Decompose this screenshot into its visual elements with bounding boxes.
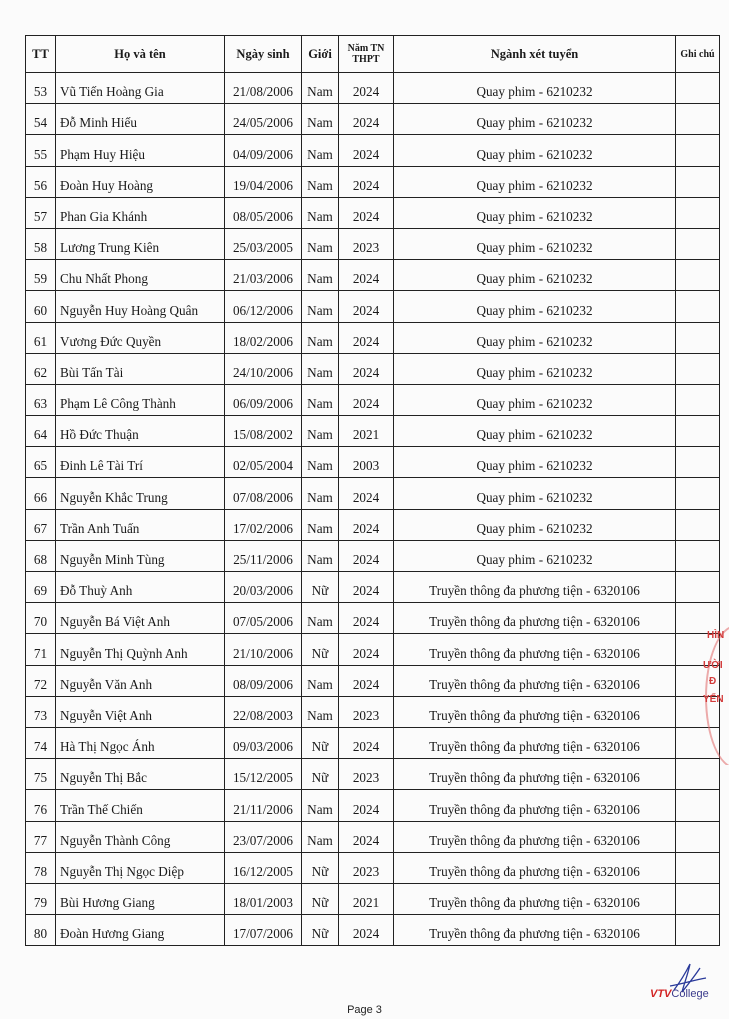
- logo-brand: VTV: [650, 988, 672, 1000]
- cell-sex: Nam: [302, 665, 339, 696]
- header-name: Họ và tên: [56, 36, 225, 73]
- cell-sex: Nam: [302, 821, 339, 852]
- cell-tt: 69: [26, 572, 56, 603]
- cell-major: Quay phim - 6210232: [394, 509, 676, 540]
- cell-tt: 65: [26, 447, 56, 478]
- cell-dob: 21/11/2006: [225, 790, 302, 821]
- cell-sex: Nam: [302, 447, 339, 478]
- cell-sex: Nữ: [302, 634, 339, 665]
- cell-major: Truyền thông đa phương tiện - 6320106: [394, 634, 676, 665]
- cell-dob: 20/03/2006: [225, 572, 302, 603]
- cell-grad-year: 2023: [339, 696, 394, 727]
- table-row: [26, 509, 720, 540]
- cell-grad-year: 2024: [339, 790, 394, 821]
- cell-major: Quay phim - 6210232: [394, 73, 676, 104]
- cell-major: Quay phim - 6210232: [394, 447, 676, 478]
- cell-sex: Nữ: [302, 915, 339, 946]
- cell-dob: 25/03/2005: [225, 228, 302, 259]
- cell-dob: 07/08/2006: [225, 478, 302, 509]
- cell-major: Truyền thông đa phương tiện - 6320106: [394, 603, 676, 634]
- stamp-text-4: YẾN: [703, 694, 724, 705]
- cell-name: Đoàn Huy Hoàng: [56, 166, 225, 197]
- admission-list-table: [25, 35, 720, 946]
- table-row: [26, 572, 720, 603]
- header-row: [26, 36, 720, 73]
- cell-sex: Nữ: [302, 572, 339, 603]
- cell-note: [676, 572, 720, 603]
- cell-note: [676, 915, 720, 946]
- cell-sex: Nam: [302, 322, 339, 353]
- table-row: [26, 322, 720, 353]
- stamp-text-1: HÌN: [707, 630, 725, 641]
- cell-major: Quay phim - 6210232: [394, 104, 676, 135]
- cell-name: Nguyễn Văn Anh: [56, 665, 225, 696]
- cell-dob: 15/08/2002: [225, 416, 302, 447]
- cell-major: Quay phim - 6210232: [394, 540, 676, 571]
- cell-grad-year: 2024: [339, 322, 394, 353]
- cell-tt: 71: [26, 634, 56, 665]
- cell-name: Đỗ Minh Hiếu: [56, 104, 225, 135]
- cell-dob: 22/08/2003: [225, 696, 302, 727]
- table-row: [26, 228, 720, 259]
- cell-grad-year: 2024: [339, 353, 394, 384]
- cell-note: [676, 478, 720, 509]
- cell-name: Nguyễn Thị Bắc: [56, 759, 225, 790]
- header-dob: Ngày sinh: [225, 36, 302, 73]
- cell-major: Truyền thông đa phương tiện - 6320106: [394, 696, 676, 727]
- header-major: Ngành xét tuyển: [394, 36, 676, 73]
- cell-sex: Nam: [302, 603, 339, 634]
- cell-dob: 21/03/2006: [225, 260, 302, 291]
- cell-dob: 21/08/2006: [225, 73, 302, 104]
- cell-sex: Nam: [302, 228, 339, 259]
- cell-note: [676, 353, 720, 384]
- cell-note: [676, 447, 720, 478]
- table-row: [26, 603, 720, 634]
- cell-major: Quay phim - 6210232: [394, 166, 676, 197]
- cell-tt: 80: [26, 915, 56, 946]
- table-header: [26, 36, 720, 73]
- table-row: [26, 447, 720, 478]
- cell-dob: 16/12/2005: [225, 852, 302, 883]
- cell-dob: 15/12/2005: [225, 759, 302, 790]
- cell-major: Truyền thông đa phương tiện - 6320106: [394, 790, 676, 821]
- cell-dob: 08/09/2006: [225, 665, 302, 696]
- table-row: [26, 915, 720, 946]
- cell-note: [676, 509, 720, 540]
- cell-grad-year: 2024: [339, 634, 394, 665]
- cell-major: Truyền thông đa phương tiện - 6320106: [394, 727, 676, 758]
- cell-note: [676, 166, 720, 197]
- cell-tt: 76: [26, 790, 56, 821]
- cell-tt: 62: [26, 353, 56, 384]
- cell-tt: 73: [26, 696, 56, 727]
- page-number: Page 3: [347, 1004, 382, 1016]
- cell-grad-year: 2024: [339, 540, 394, 571]
- header-grad-year: [339, 36, 394, 73]
- cell-tt: 67: [26, 509, 56, 540]
- cell-major: Quay phim - 6210232: [394, 291, 676, 322]
- table-row: [26, 821, 720, 852]
- cell-grad-year: 2024: [339, 260, 394, 291]
- cell-sex: Nam: [302, 416, 339, 447]
- cell-dob: 09/03/2006: [225, 727, 302, 758]
- table-row: [26, 852, 720, 883]
- cell-dob: 06/12/2006: [225, 291, 302, 322]
- table-row: [26, 353, 720, 384]
- cell-tt: 53: [26, 73, 56, 104]
- cell-major: Truyền thông đa phương tiện - 6320106: [394, 665, 676, 696]
- cell-name: Nguyễn Huy Hoàng Quân: [56, 291, 225, 322]
- cell-tt: 77: [26, 821, 56, 852]
- cell-tt: 72: [26, 665, 56, 696]
- cell-name: Đinh Lê Tài Trí: [56, 447, 225, 478]
- cell-grad-year: 2024: [339, 572, 394, 603]
- cell-name: Lương Trung Kiên: [56, 228, 225, 259]
- cell-name: Chu Nhất Phong: [56, 260, 225, 291]
- cell-name: Vương Đức Quyền: [56, 322, 225, 353]
- cell-note: [676, 821, 720, 852]
- cell-dob: 07/05/2006: [225, 603, 302, 634]
- cell-note: [676, 883, 720, 914]
- cell-grad-year: 2024: [339, 727, 394, 758]
- cell-tt: 64: [26, 416, 56, 447]
- cell-sex: Nam: [302, 291, 339, 322]
- cell-grad-year: 2024: [339, 509, 394, 540]
- cell-note: [676, 197, 720, 228]
- cell-note: [676, 260, 720, 291]
- table-row: [26, 260, 720, 291]
- header-grad-year-line2: THPT: [352, 54, 380, 65]
- cell-name: Nguyễn Bá Việt Anh: [56, 603, 225, 634]
- cell-name: Phạm Lê Công Thành: [56, 384, 225, 415]
- cell-tt: 74: [26, 727, 56, 758]
- cell-major: Quay phim - 6210232: [394, 384, 676, 415]
- table-row: [26, 665, 720, 696]
- table-row: [26, 197, 720, 228]
- cell-note: [676, 322, 720, 353]
- cell-grad-year: 2024: [339, 166, 394, 197]
- cell-dob: 24/10/2006: [225, 353, 302, 384]
- cell-name: Hà Thị Ngọc Ánh: [56, 727, 225, 758]
- cell-grad-year: 2024: [339, 135, 394, 166]
- table-row: [26, 291, 720, 322]
- cell-dob: 08/05/2006: [225, 197, 302, 228]
- cell-tt: 61: [26, 322, 56, 353]
- cell-note: [676, 416, 720, 447]
- cell-major: Quay phim - 6210232: [394, 478, 676, 509]
- cell-grad-year: 2021: [339, 416, 394, 447]
- cell-sex: Nam: [302, 540, 339, 571]
- cell-sex: Nam: [302, 166, 339, 197]
- cell-grad-year: 2021: [339, 883, 394, 914]
- cell-note: [676, 135, 720, 166]
- red-stamp: [703, 625, 729, 765]
- cell-grad-year: 2023: [339, 759, 394, 790]
- table-row: [26, 73, 720, 104]
- cell-name: Bùi Hương Giang: [56, 883, 225, 914]
- cell-grad-year: 2003: [339, 447, 394, 478]
- header-grad-year-line1: Năm TN: [347, 43, 385, 54]
- cell-grad-year: 2024: [339, 821, 394, 852]
- cell-dob: 06/09/2006: [225, 384, 302, 415]
- cell-sex: Nam: [302, 353, 339, 384]
- cell-dob: 25/11/2006: [225, 540, 302, 571]
- cell-grad-year: 2024: [339, 291, 394, 322]
- logo-suffix: College: [671, 988, 709, 1000]
- cell-major: Truyền thông đa phương tiện - 6320106: [394, 821, 676, 852]
- cell-major: Truyền thông đa phương tiện - 6320106: [394, 572, 676, 603]
- cell-major: Truyền thông đa phương tiện - 6320106: [394, 883, 676, 914]
- cell-major: Quay phim - 6210232: [394, 197, 676, 228]
- table-row: [26, 790, 720, 821]
- cell-note: [676, 384, 720, 415]
- cell-name: Phan Gia Khánh: [56, 197, 225, 228]
- table-row: [26, 727, 720, 758]
- cell-tt: 58: [26, 228, 56, 259]
- table-row: [26, 759, 720, 790]
- table-row: [26, 634, 720, 665]
- cell-major: Truyền thông đa phương tiện - 6320106: [394, 915, 676, 946]
- cell-grad-year: 2024: [339, 915, 394, 946]
- cell-grad-year: 2024: [339, 603, 394, 634]
- header-note: Ghi chú: [676, 36, 720, 73]
- table-row: [26, 883, 720, 914]
- cell-sex: Nam: [302, 696, 339, 727]
- cell-major: Quay phim - 6210232: [394, 353, 676, 384]
- cell-tt: 59: [26, 260, 56, 291]
- cell-sex: Nữ: [302, 852, 339, 883]
- cell-sex: Nữ: [302, 727, 339, 758]
- stamp-text-2: ƯỜI: [703, 660, 723, 671]
- cell-name: Bùi Tấn Tài: [56, 353, 225, 384]
- cell-sex: Nam: [302, 104, 339, 135]
- table-row: [26, 104, 720, 135]
- cell-major: Quay phim - 6210232: [394, 135, 676, 166]
- cell-grad-year: 2024: [339, 478, 394, 509]
- cell-tt: 63: [26, 384, 56, 415]
- cell-sex: Nam: [302, 790, 339, 821]
- cell-note: [676, 540, 720, 571]
- cell-dob: 17/07/2006: [225, 915, 302, 946]
- cell-major: Quay phim - 6210232: [394, 416, 676, 447]
- cell-note: [676, 228, 720, 259]
- cell-note: [676, 291, 720, 322]
- cell-grad-year: 2024: [339, 665, 394, 696]
- cell-sex: Nam: [302, 73, 339, 104]
- cell-tt: 55: [26, 135, 56, 166]
- cell-dob: 19/04/2006: [225, 166, 302, 197]
- vtv-college-logo: [650, 988, 709, 1000]
- cell-sex: Nam: [302, 135, 339, 166]
- cell-name: Nguyễn Minh Tùng: [56, 540, 225, 571]
- cell-tt: 54: [26, 104, 56, 135]
- cell-major: Truyền thông đa phương tiện - 6320106: [394, 759, 676, 790]
- cell-grad-year: 2023: [339, 852, 394, 883]
- cell-major: Quay phim - 6210232: [394, 260, 676, 291]
- cell-tt: 66: [26, 478, 56, 509]
- cell-name: Nguyễn Khắc Trung: [56, 478, 225, 509]
- cell-sex: Nam: [302, 384, 339, 415]
- cell-name: Vũ Tiến Hoàng Gia: [56, 73, 225, 104]
- cell-dob: 18/02/2006: [225, 322, 302, 353]
- cell-note: [676, 852, 720, 883]
- cell-tt: 68: [26, 540, 56, 571]
- cell-dob: 02/05/2004: [225, 447, 302, 478]
- table-body: [26, 73, 720, 946]
- cell-dob: 18/01/2003: [225, 883, 302, 914]
- cell-grad-year: 2024: [339, 104, 394, 135]
- cell-name: Nguyễn Thị Quỳnh Anh: [56, 634, 225, 665]
- cell-major: Quay phim - 6210232: [394, 322, 676, 353]
- cell-dob: 24/05/2006: [225, 104, 302, 135]
- cell-grad-year: 2024: [339, 197, 394, 228]
- cell-note: [676, 104, 720, 135]
- cell-major: Truyền thông đa phương tiện - 6320106: [394, 852, 676, 883]
- cell-sex: Nữ: [302, 759, 339, 790]
- table-row: [26, 540, 720, 571]
- stamp-text-3: Đ: [709, 676, 717, 687]
- cell-grad-year: 2023: [339, 228, 394, 259]
- table-row: [26, 416, 720, 447]
- table-row: [26, 478, 720, 509]
- cell-name: Đoàn Hương Giang: [56, 915, 225, 946]
- cell-major: Quay phim - 6210232: [394, 228, 676, 259]
- cell-name: Trần Thế Chiến: [56, 790, 225, 821]
- cell-tt: 60: [26, 291, 56, 322]
- header-sex: Giới: [302, 36, 339, 73]
- cell-note: [676, 790, 720, 821]
- table-row: [26, 135, 720, 166]
- cell-sex: Nam: [302, 478, 339, 509]
- cell-grad-year: 2024: [339, 384, 394, 415]
- cell-tt: 75: [26, 759, 56, 790]
- cell-sex: Nam: [302, 509, 339, 540]
- table-row: [26, 696, 720, 727]
- cell-name: Nguyễn Thành Công: [56, 821, 225, 852]
- cell-tt: 70: [26, 603, 56, 634]
- cell-name: Nguyễn Thị Ngọc Diệp: [56, 852, 225, 883]
- cell-name: Đỗ Thuỳ Anh: [56, 572, 225, 603]
- cell-name: Trần Anh Tuấn: [56, 509, 225, 540]
- cell-dob: 17/02/2006: [225, 509, 302, 540]
- header-tt: TT: [26, 36, 56, 73]
- cell-name: Phạm Huy Hiệu: [56, 135, 225, 166]
- table-row: [26, 166, 720, 197]
- cell-tt: 78: [26, 852, 56, 883]
- table-row: [26, 384, 720, 415]
- cell-dob: 04/09/2006: [225, 135, 302, 166]
- cell-tt: 79: [26, 883, 56, 914]
- cell-dob: 23/07/2006: [225, 821, 302, 852]
- cell-note: [676, 73, 720, 104]
- cell-name: Nguyễn Việt Anh: [56, 696, 225, 727]
- cell-name: Hồ Đức Thuận: [56, 416, 225, 447]
- cell-tt: 57: [26, 197, 56, 228]
- cell-sex: Nam: [302, 197, 339, 228]
- cell-grad-year: 2024: [339, 73, 394, 104]
- cell-dob: 21/10/2006: [225, 634, 302, 665]
- cell-tt: 56: [26, 166, 56, 197]
- cell-sex: Nam: [302, 260, 339, 291]
- cell-sex: Nữ: [302, 883, 339, 914]
